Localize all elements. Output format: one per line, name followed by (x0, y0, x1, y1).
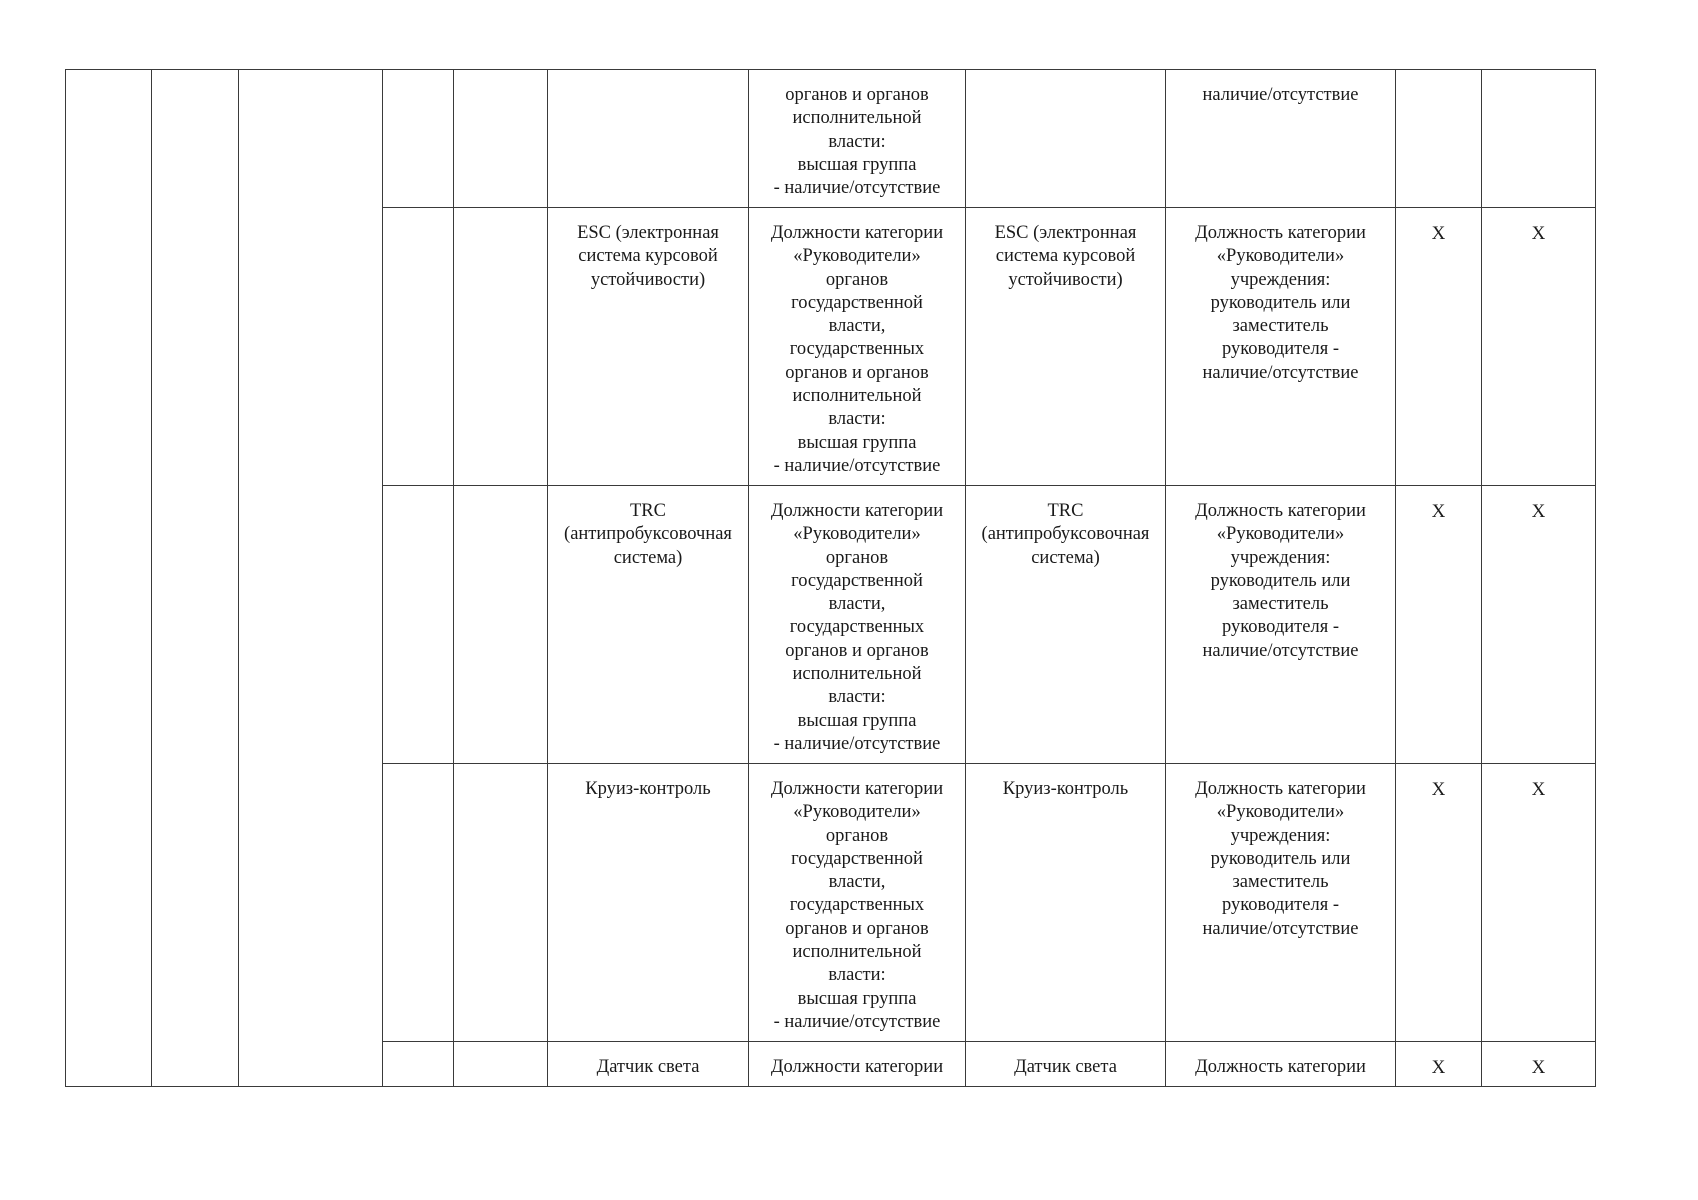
cell-mark-2 (1482, 70, 1596, 208)
cell-mark-2: X (1482, 208, 1596, 486)
cell-feature: ESC (электронная система курсовой устойчивости) (548, 208, 749, 486)
cell-col-4 (383, 1042, 454, 1087)
cell-feature-repeat: ESC (электронная система курсовой устойчивости) (966, 208, 1166, 486)
cell-mark-2: X (1482, 486, 1596, 764)
cell-mark-2: X (1482, 1042, 1596, 1087)
cell-positions-government: Должности категории (749, 1042, 966, 1087)
cell-col-4 (383, 208, 454, 486)
cell-positions-institution: наличие/отсутствие (1166, 70, 1396, 208)
cell-mark-1 (1396, 70, 1482, 208)
cell-positions-institution: Должность категории «Руководители» учреждения: руководитель или заместитель руководителя - наличие/отсутствие (1166, 208, 1396, 486)
cell-col-4 (383, 764, 454, 1042)
cell-positions-government: Должности категории «Руководители» органов государственной власти, государственных органов и органов исполнительной власти: высшая группа - наличие/отсутствие (749, 208, 966, 486)
cell-col-5 (454, 70, 548, 208)
table-row (66, 70, 1596, 208)
cell-positions-institution: Должность категории «Руководители» учреждения: руководитель или заместитель руководителя - наличие/отсутствие (1166, 486, 1396, 764)
cell-mark-1: X (1396, 208, 1482, 486)
merged-cell-col-1 (66, 70, 152, 1087)
cell-col-5 (454, 208, 548, 486)
cell-positions-institution: Должность категории (1166, 1042, 1396, 1087)
cell-feature-repeat (966, 70, 1166, 208)
cell-col-5 (454, 486, 548, 764)
cell-col-4 (383, 70, 454, 208)
cell-feature (548, 70, 749, 208)
cell-col-5 (454, 764, 548, 1042)
cell-mark-1: X (1396, 764, 1482, 1042)
cell-feature: TRC (антипробуксовочная система) (548, 486, 749, 764)
merged-cell-col-2 (152, 70, 239, 1087)
cell-feature-repeat: TRC (антипробуксовочная система) (966, 486, 1166, 764)
cell-positions-government: органов и органов исполнительной власти: высшая группа - наличие/отсутствие (749, 70, 966, 208)
cell-mark-1: X (1396, 486, 1482, 764)
cell-col-5 (454, 1042, 548, 1087)
cell-positions-government: Должности категории «Руководители» органов государственной власти, государственных органов и органов исполнительной власти: высшая группа - наличие/отсутствие (749, 764, 966, 1042)
merged-cell-col-3 (239, 70, 383, 1087)
cell-col-4 (383, 486, 454, 764)
cell-positions-institution: Должность категории «Руководители» учреждения: руководитель или заместитель руководителя - наличие/отсутствие (1166, 764, 1396, 1042)
cell-feature: Датчик света (548, 1042, 749, 1087)
cell-feature: Круиз-контроль (548, 764, 749, 1042)
document-table (65, 69, 1596, 1087)
cell-feature-repeat: Датчик света (966, 1042, 1166, 1087)
cell-feature-repeat: Круиз-контроль (966, 764, 1166, 1042)
cell-mark-2: X (1482, 764, 1596, 1042)
cell-mark-1: X (1396, 1042, 1482, 1087)
cell-positions-government: Должности категории «Руководители» органов государственной власти, государственных органов и органов исполнительной власти: высшая группа - наличие/отсутствие (749, 486, 966, 764)
